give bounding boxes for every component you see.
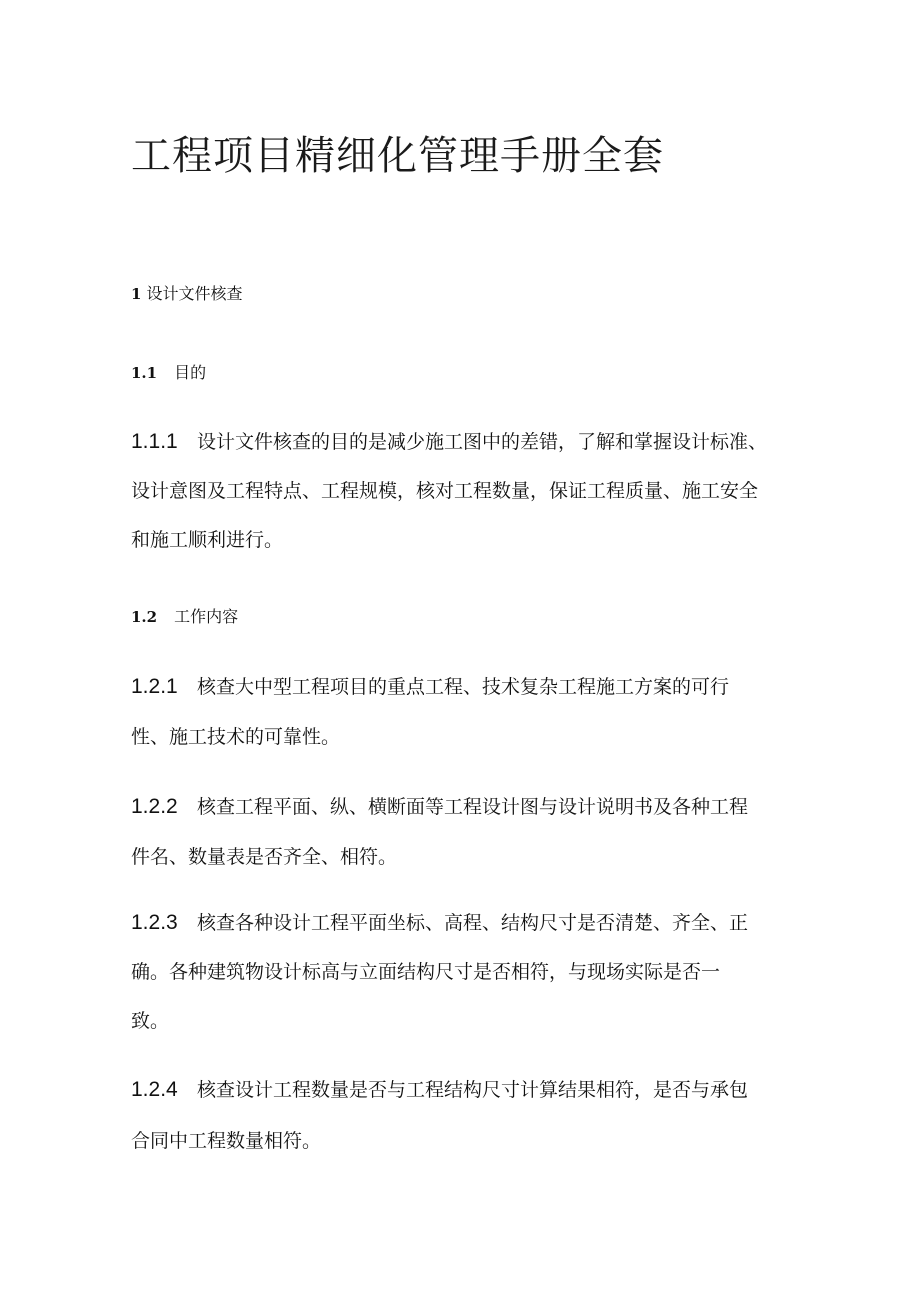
para-1-2-3-line-2: 确。各种建筑物设计标高与立面结构尺寸是否相符，与现场实际是否一: [131, 961, 721, 983]
para-1-2-1-line-2: 性、施工技术的可靠性。: [131, 726, 341, 748]
section-1-2-heading: [131, 604, 238, 627]
para-1-1-1-line-1: [131, 427, 767, 454]
section-1-1-title: 目的: [174, 363, 207, 382]
section-1-heading: [131, 281, 243, 304]
section-1-title: 设计文件核查: [146, 284, 243, 303]
para-1-1-1-line-2: 设计意图及工程特点、工程规模，核对工程数量，保证工程质量、施工安全: [131, 480, 759, 502]
para-1-1-1-number: 1.1.1: [131, 430, 178, 453]
para-1-2-3-line-3: 致。: [131, 1010, 170, 1032]
para-1-1-1-line-3: 和施工顺利进行。: [131, 529, 284, 551]
para-1-2-3-text-1: 核查各种设计工程平面坐标、高程、结构尺寸是否清楚、齐全、正: [197, 912, 749, 934]
section-1-number: 1: [131, 285, 142, 303]
para-1-2-1-line-1: [131, 672, 729, 699]
section-1-2-number: 1.2: [131, 608, 158, 626]
para-1-2-4-text-1: 核查设计工程数量是否与工程结构尺寸计算结果相符，是否与承包: [197, 1079, 749, 1101]
para-1-2-2-line-1: [131, 792, 748, 819]
section-1-1-number: 1.1: [131, 364, 158, 382]
para-1-2-3-line-1: [131, 908, 748, 935]
section-1-1-heading: [131, 360, 206, 383]
para-1-2-1-number: 1.2.1: [131, 675, 178, 698]
section-1-2-title: 工作内容: [174, 607, 239, 626]
para-1-2-4-number: 1.2.4: [131, 1078, 178, 1101]
para-1-2-3-number: 1.2.3: [131, 911, 178, 934]
para-1-2-1-text-1: 核查大中型工程项目的重点工程、技术复杂工程施工方案的可行: [197, 676, 730, 698]
para-1-2-2-number: 1.2.2: [131, 795, 178, 818]
para-1-2-4-line-1: [131, 1075, 748, 1102]
para-1-2-2-text-1: 核查工程平面、纵、横断面等工程设计图与设计说明书及各种工程: [197, 796, 749, 818]
document-title: 工程项目精细化管理手册全套: [131, 133, 664, 179]
para-1-2-4-line-2: 合同中工程数量相符。: [131, 1130, 322, 1152]
para-1-1-1-text-1: 设计文件核查的目的是减少施工图中的差错，了解和掌握设计标准、: [197, 431, 768, 453]
para-1-2-2-line-2: 件名、数量表是否齐全、相符。: [131, 846, 398, 868]
